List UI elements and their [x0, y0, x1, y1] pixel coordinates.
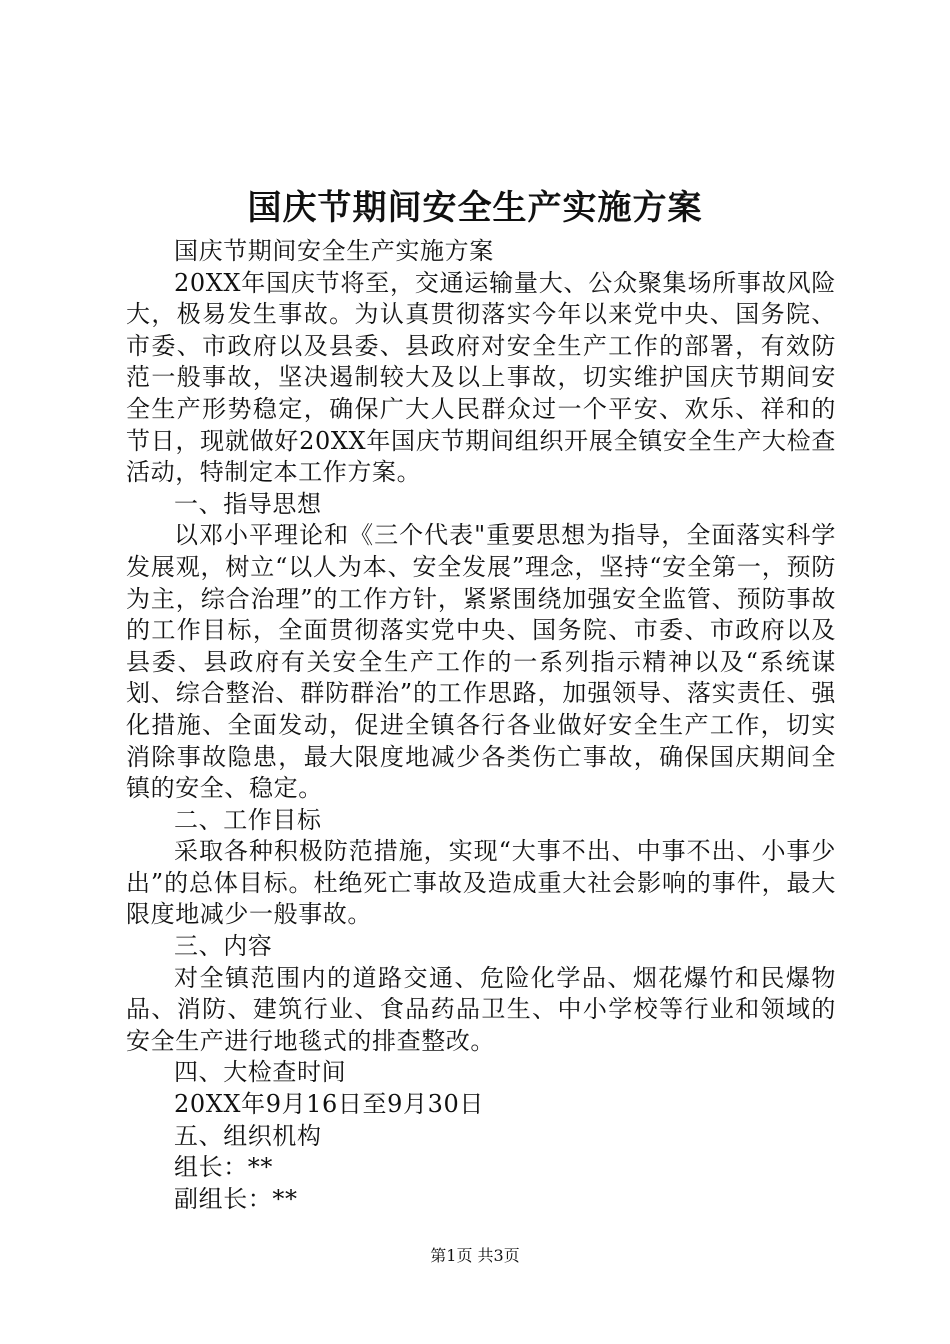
- paragraph-guiding-ideology: 以邓小平理论和《三个代表"重要思想为指导，全面落实科学发展观，树立“以人为本、安全发展”理念，坚持“安全第一，预防为主，综合治理”的工作方针，紧紧围绕加强安全监管、预防事故的工作目标，全面贯彻落实党中央、国务院、市委、市政府以及县委、县政府有关安全生产工作的一系列指示精神以及“系统谋划、综合整治、群防群治”的工作思路，加强领导、落实责任、强化措施、全面发动，促进全镇各行各业做好安全生产工作，切实消除事故隐患，最大限度地减少各类伤亡事故，确保国庆期间全镇的安全、稳定。: [126, 521, 836, 803]
- paragraph-heading-repeat: 国庆节期间安全生产实施方案: [174, 237, 494, 265]
- paragraph-team-leader: 组长：**: [174, 1153, 273, 1182]
- section-heading-organization: 五、组织机构: [174, 1121, 322, 1150]
- page-number-footer: 第1页 共3页: [430, 1246, 520, 1265]
- document-title: 国庆节期间安全生产实施方案: [247, 188, 703, 228]
- paragraph-work-goals: 采取各种积极防范措施，实现“大事不出、中事不出、小事少出”的总体目标。杜绝死亡事故及造成重大社会影响的事件，最大限度地减少一般事故。: [126, 837, 836, 929]
- paragraph-deputy-leader: 副组长：**: [174, 1184, 298, 1213]
- document-body: [126, 236, 836, 1215]
- paragraph-inspection-time: 20XX年9月16日至9月30日: [174, 1090, 484, 1119]
- paragraph-content: 对全镇范围内的道路交通、危险化学品、烟花爆竹和民爆物品、消防、建筑行业、食品药品卫生、中小学校等行业和领域的安全生产进行地毯式的排查整改。: [126, 963, 836, 1055]
- section-heading-work-goals: 二、工作目标: [174, 805, 322, 834]
- paragraph-intro: 20XX年国庆节将至，交通运输量大、公众聚集场所事故风险大，极易发生事故。为认真贯彻落实今年以来党中央、国务院、市委、市政府以及县委、县政府对安全生产工作的部署，有效防范一般事故，坚决遏制较大及以上事故，切实维护国庆节期间安全生产形势稳定，确保广大人民群众过一个平安、欢乐、祥和的节日，现就做好20XX年国庆节期间组织开展全镇安全生产大检查活动，特制定本工作方案。: [126, 268, 836, 487]
- section-heading-guiding-ideology: 一、指导思想: [174, 489, 322, 518]
- section-heading-inspection-time: 四、大检查时间: [174, 1058, 347, 1087]
- section-heading-content: 三、内容: [174, 932, 273, 961]
